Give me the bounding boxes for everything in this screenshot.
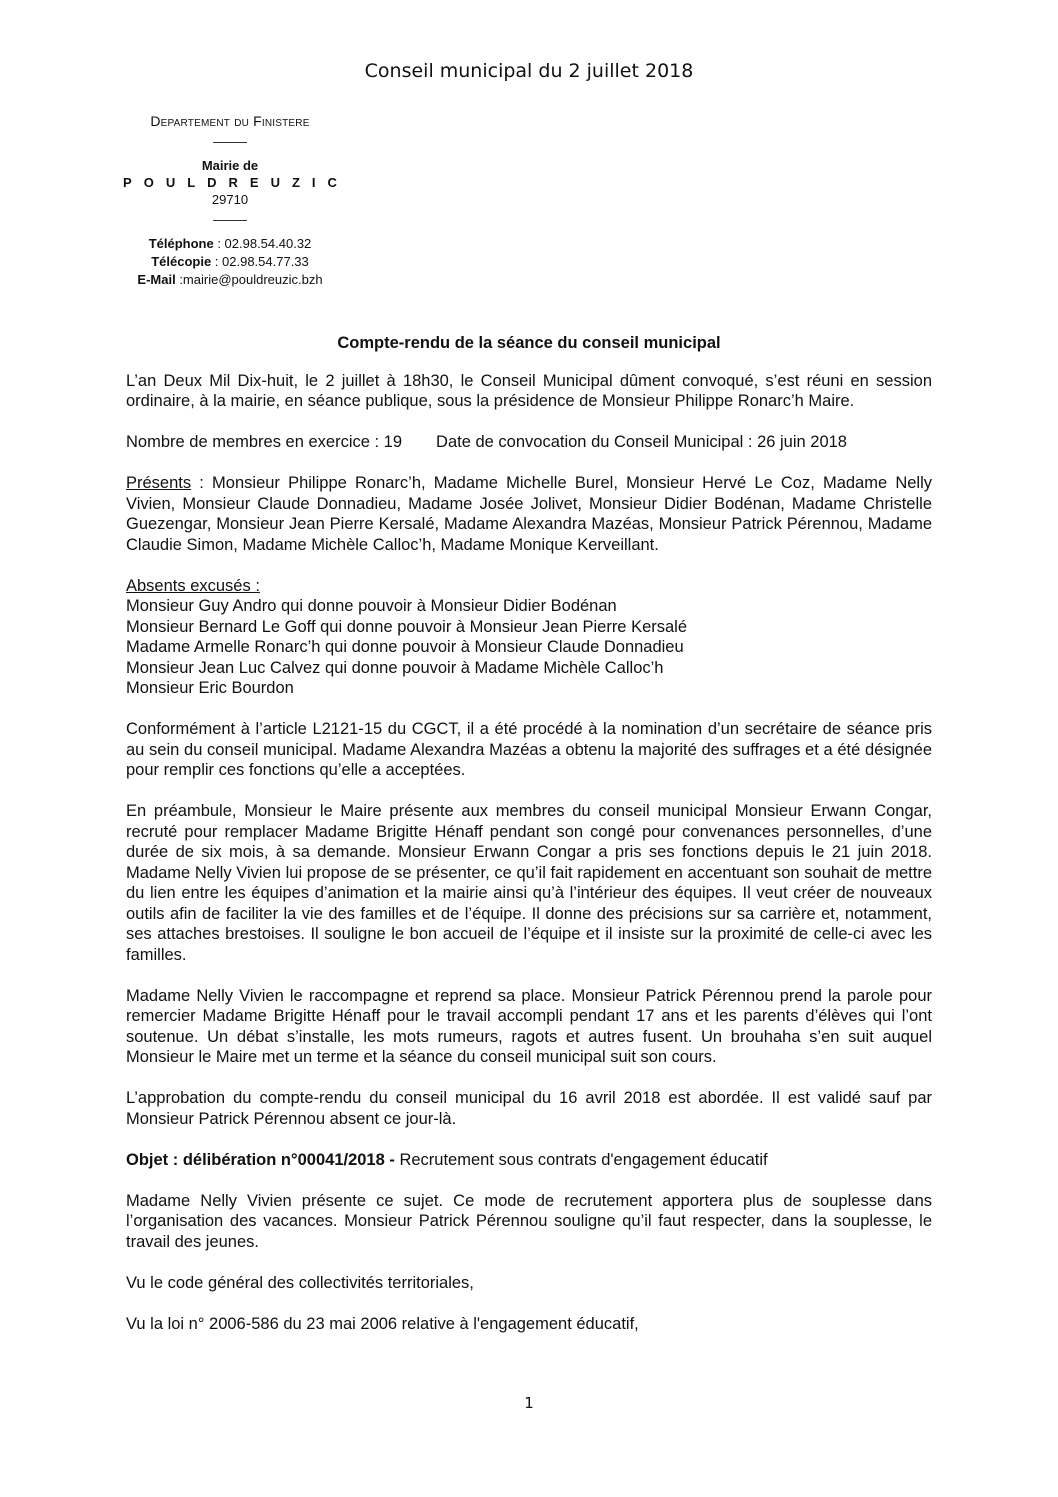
absent-item: Monsieur Bernard Le Goff qui donne pouvoir à Monsieur Jean Pierre Kersalé	[126, 617, 688, 636]
email-address: :mairie@pouldreuzic.bzh	[175, 272, 323, 287]
fax-line	[120, 253, 340, 271]
department-name: Departement du Finistere	[150, 113, 310, 129]
members-line	[126, 432, 932, 453]
convocation-date: Date de convocation du Conseil Municipal : 26 juin 2018	[436, 433, 847, 451]
members-in-office: Nombre de membres en exercice : 19	[126, 433, 403, 451]
page-header	[0, 60, 1058, 82]
phone-line	[120, 235, 340, 253]
intro-paragraph: L’an Deux Mil Dix-huit, le 2 juillet à 18h30, le Conseil Municipal dûment convoqué, s’est réuni en session ordinaire, à la mairie, en séance publique, sous la présidence de Monsieur Philippe Ronarc’h Maire.	[126, 371, 932, 410]
objet-line	[126, 1150, 932, 1171]
absent-item: Madame Armelle Ronarc’h qui donne pouvoir à Monsieur Claude Donnadieu	[126, 638, 684, 656]
preamble-paragraph: En préambule, Monsieur le Maire présente aux membres du conseil municipal Monsieur Erwann Congar, recruté pour remplacer Madame Brigitte Hénaff pendant son congé pour convenances personnelles, d’une durée de six mois, à sa demande. Monsieur Erwann Congar a pris ses fonctions depuis le 21 juin 2018. Madame Nelly Vivien lui propose de se présenter, ce qu’il fait rapidement en accentuant son souhait de mettre du lien entre les équipes d’animation et la mairie ainsi qu’à l’intérieur des équipes. Il veut créer de nouveaux outils afin de faciliter la vie des familles et de l’équipe. Il donne des précisions sur sa carrière et, notamment, ses attaches brestoises. Il souligne le bon accueil de l’équipe et il insiste sur la proximité de celle-ci avec les familles.	[126, 802, 932, 964]
absent-item: Monsieur Jean Luc Calvez qui donne pouvoir à Madame Michèle Calloc’h	[126, 658, 664, 677]
objet-text: Recrutement sous contrats d'engagement éducatif	[394, 1150, 768, 1169]
document-header-title: Conseil municipal du 2 juillet 2018	[364, 60, 694, 82]
presents-paragraph	[126, 473, 932, 555]
fax-label: Télécopie	[151, 254, 212, 269]
objet-label: Objet : délibération n°00041/2018 -	[126, 1150, 395, 1169]
fax-number: : 02.98.54.77.33	[211, 254, 309, 269]
debate-paragraph: Madame Nelly Vivien le raccompagne et reprend sa place. Monsieur Patrick Pérennou prend la parole pour remercier Madame Brigitte Hénaff pour le travail accompli pendant 17 ans et les parents d’élèves qui l’ont soutenue. Un débat s’installe, les mots rumeurs, ragots et autres fusent. Un brouhaha s’en suit auquel Monsieur le Maire met un terme et la séance du conseil municipal suit son cours.	[126, 986, 932, 1066]
email-line	[120, 271, 340, 289]
letterhead	[120, 113, 349, 289]
phone-number: : 02.98.54.40.32	[213, 236, 312, 251]
approval-paragraph: L’approbation du compte-rendu du conseil municipal du 16 avril 2018 est abordée. Il est validé sauf par Monsieur Patrick Pérennou absent ce jour-là.	[126, 1089, 932, 1128]
separator	[213, 220, 247, 221]
absent-item: Monsieur Eric Bourdon	[126, 679, 294, 697]
separator	[213, 142, 247, 143]
vu-line: Vu le code général des collectivités territoriales,	[126, 1273, 474, 1292]
subject-paragraph: Madame Nelly Vivien présente ce sujet. Ce mode de recrutement apportera plus de souplesse dans l’organisation des vacances. Monsieur Patrick Pérennou souligne qu’il faut respecter, dans la souplesse, le travail des jeunes.	[126, 1191, 932, 1251]
commune-name: POULDREUZIC	[123, 175, 349, 190]
presents-list: : Monsieur Philippe Ronarc’h, Madame Michelle Burel, Monsieur Hervé Le Coz, Madame Nelly Vivien, Monsieur Claude Donnadieu, Madame Josée Jolivet, Monsieur Didier Bodénan, Madame Christelle Guezengar, Monsieur Jean Pierre Kersalé, Madame Alexandra Mazéas, Monsieur Patrick Pérennou, Madame Claudie Simon, Madame Michèle Calloc’h, Madame Monique Kerveillant.	[126, 474, 932, 554]
absents-label: Absents excusés :	[126, 576, 260, 595]
absent-item: Monsieur Guy Andro qui donne pouvoir à Monsieur Didier Bodénan	[126, 597, 617, 615]
secretary-paragraph: Conformément à l’article L2121-15 du CGCT, il a été procédé à la nomination d’un secrétaire de séance pris au sein du conseil municipal. Madame Alexandra Mazéas a obtenu la majorité des suffrages et a été désignée pour remplir ces fonctions qu’elle a acceptées.	[126, 720, 932, 779]
document-body	[126, 333, 932, 1355]
document-title: Compte-rendu de la séance du conseil municipal	[337, 334, 721, 352]
page-number: 1	[524, 1394, 534, 1412]
mairie-label: Mairie de	[201, 158, 259, 173]
vu-line: Vu la loi n° 2006-586 du 23 mai 2006 relative à l'engagement éducatif,	[126, 1314, 639, 1333]
email-label: E-Mail	[137, 272, 176, 287]
presents-label: Présents	[126, 474, 192, 492]
absents-section	[126, 576, 932, 699]
phone-label: Téléphone	[148, 236, 214, 251]
postal-code: 29710	[211, 192, 249, 207]
